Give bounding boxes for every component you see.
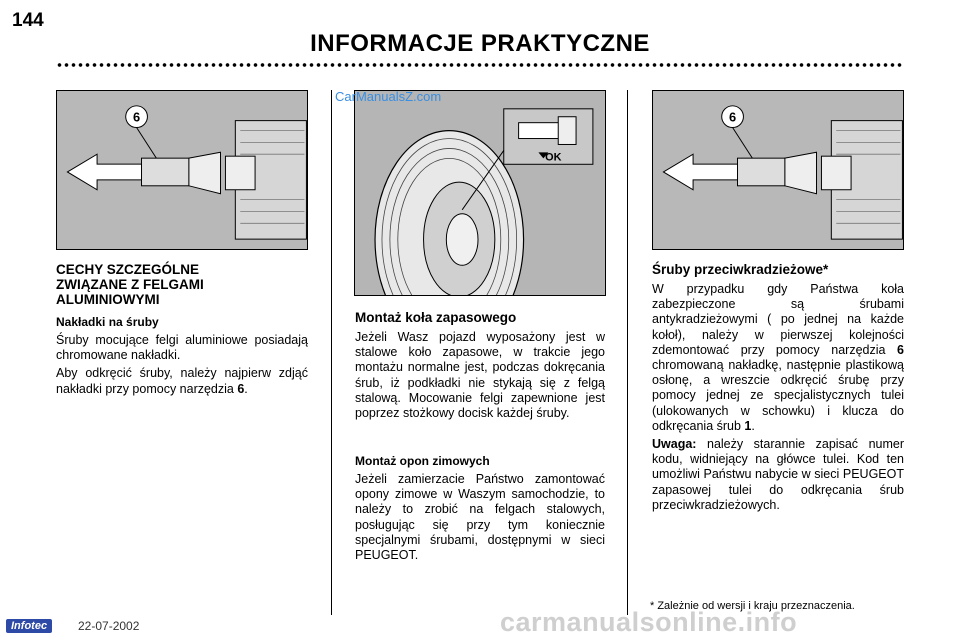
- col2-subheading: Montaż opon zimowych: [355, 454, 490, 468]
- col2-paragraph-2: Jeżeli zamierzacie Państwo zamontować opony zimowe w Waszym samochodzie, to należy to zrobić na felgach stalowych, posługując się przy tym koniecznie specjalnymi śrubami, dostępnymi w sieci PEUGEOT.: [355, 472, 605, 563]
- col1-body: [56, 333, 308, 400]
- column-divider-2: [627, 90, 628, 615]
- spare-wheel-illustration: [355, 91, 605, 295]
- col1-subheading: Nakładki na śruby: [56, 315, 159, 329]
- col3-note: Uwaga: należy starannie zapisać numer kodu, widniejący na główce tulei. Kod ten umożliwi Państwu nabycie w sieci PEUGEOT zapasowej tulei do odkręcania śrub przeciwkradzieżowych.: [652, 437, 904, 512]
- col2-paragraph-1: Jeżeli Wasz pojazd wyposażony jest w stalowe koło zapasowe, w trakcie jego montażu normalne jest, podczas dokręcania śrub, iż podkładki nie stykają się z felgą stalową. Mocowanie felgi zapewnione jest poprzez stożkowy docisk każdej śruby.: [355, 330, 605, 421]
- figure-label-ok: OK: [545, 151, 562, 164]
- col3-body: [652, 282, 904, 516]
- figure-label-right: 6: [729, 109, 737, 125]
- cap-removal-illustration: [57, 91, 307, 249]
- figure-label-left: 6: [133, 109, 141, 125]
- col1-heading: CECHY SZCZEGÓLNE ZWIĄZANE Z FELGAMI ALUMINIOWYMI: [56, 262, 204, 307]
- page-number: 144: [12, 10, 44, 31]
- print-date: 22-07-2002: [78, 619, 140, 633]
- figure-cap-removal-left: [56, 90, 308, 250]
- footnote: * Zależnie od wersji i kraju przeznaczenia.: [650, 600, 855, 612]
- cap-removal-illustration-right: [653, 91, 903, 249]
- column-divider-1: [331, 90, 332, 615]
- col1-paragraph-1: Śruby mocujące felgi aluminiowe posiadają chromowane nakładki.: [56, 333, 308, 363]
- col1-paragraph-2: Aby odkręcić śruby, należy najpierw zdjąć nakładki przy pomocy narzędzia 6.: [56, 366, 308, 396]
- figure-spare-wheel: [354, 90, 606, 296]
- col3-paragraph-1: W przypadku gdy Państwa koła zabezpieczone są śrubami antykradzieżowymi ( po jednej na każde kołoł), należy w pierwszej kolejności zdemontować przy pomocy narzędzia 6 chromowaną nakładkę, następnie plastikową osłonę, a wreszcie odkręcić śrubę przy pomocy jednej ze specjalistycznych tulei (ulokowanych w schowku) i klucza do odkręcania śrub 1.: [652, 282, 904, 433]
- watermark-top: CarManualsZ.com: [335, 89, 442, 104]
- page-title: INFORMACJE PRAKTYCZNE: [310, 30, 650, 57]
- infotec-logo: Infotec: [6, 619, 52, 633]
- col2-heading: Montaż koła zapasowego: [355, 310, 517, 325]
- col3-heading: Śruby przeciwkradzieżowe*: [652, 262, 829, 277]
- watermark-bottom: carmanualsonline.info: [500, 607, 798, 637]
- figure-cap-removal-right: [652, 90, 904, 250]
- dotted-rule: [56, 62, 904, 68]
